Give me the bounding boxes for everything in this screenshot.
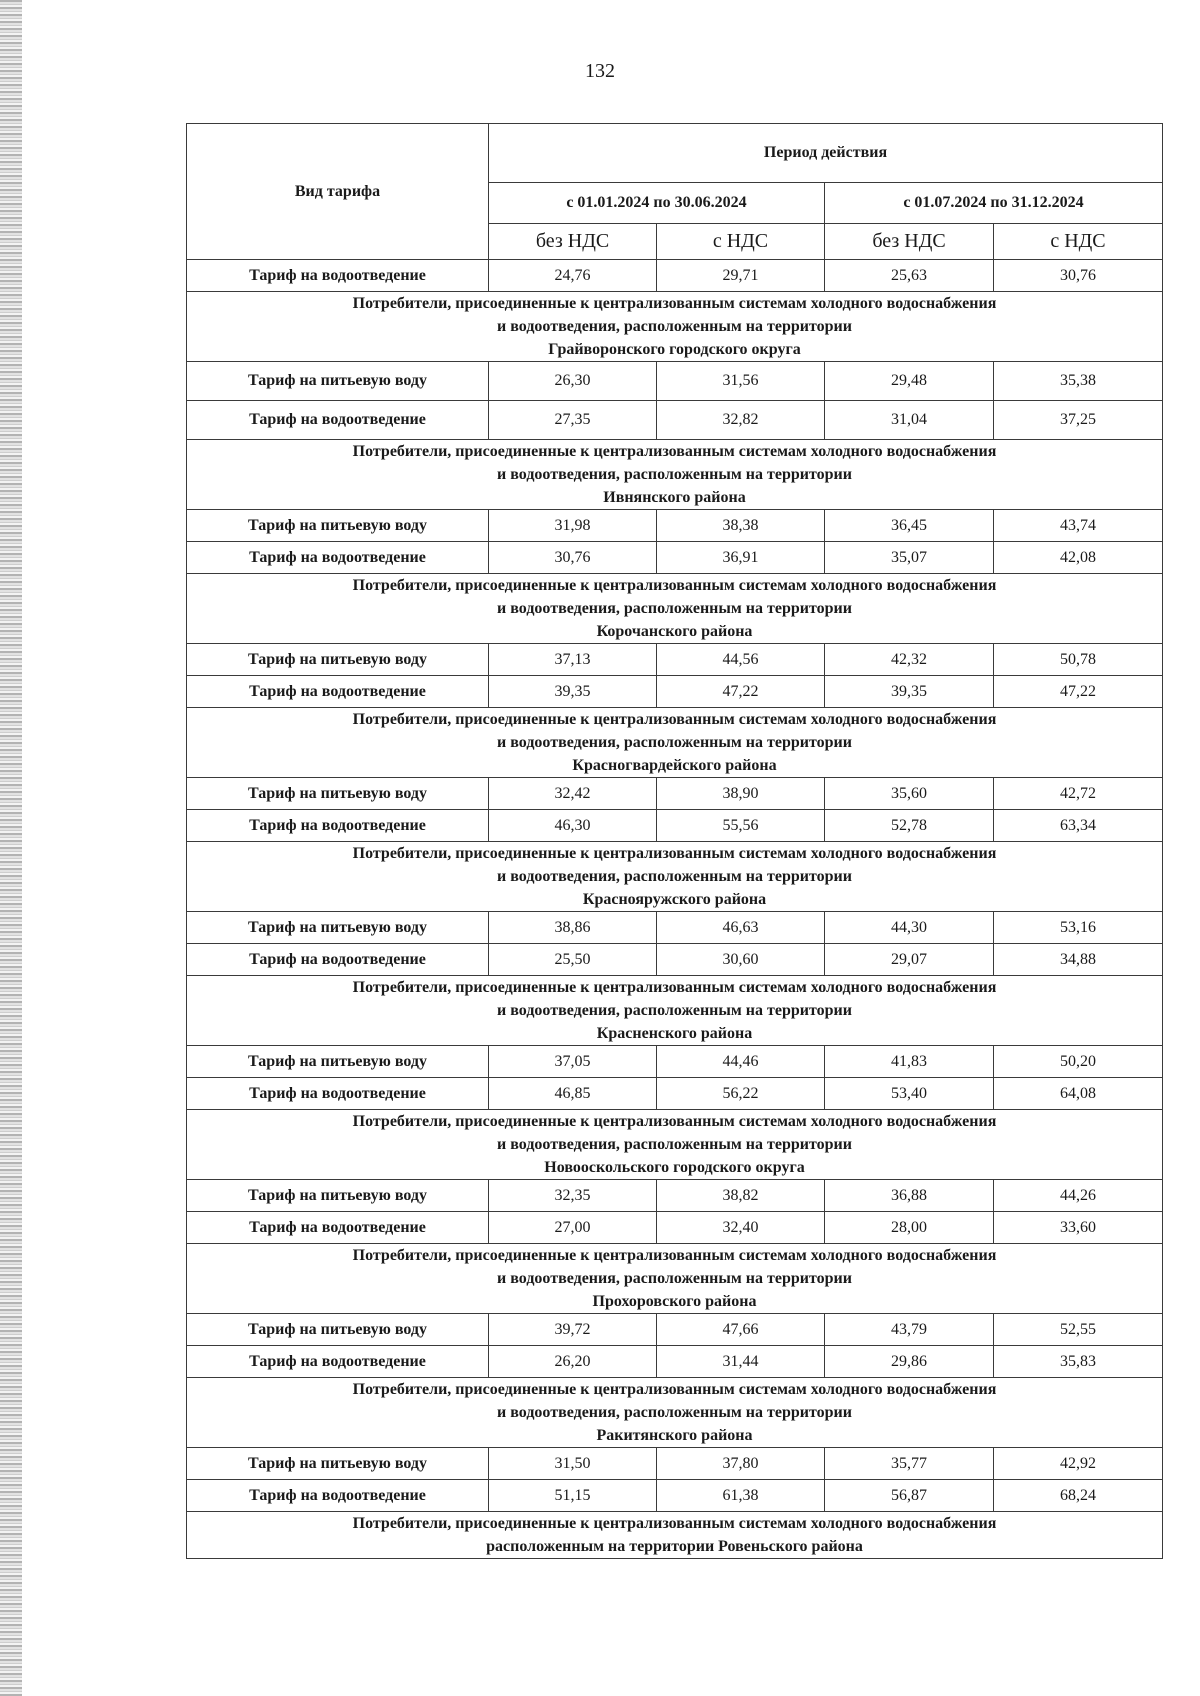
tariff-value: 42,08: [994, 542, 1163, 574]
tariff-label: Тариф на водоотведение: [187, 401, 489, 440]
consumer-section-header: [187, 708, 1163, 778]
tariff-value: 27,00: [489, 1212, 657, 1244]
section-title: [187, 708, 1163, 778]
tariff-value: 26,20: [489, 1346, 657, 1378]
consumer-section-header: [187, 1244, 1163, 1314]
section-title-line: и водоотведения, расположенным на территории: [497, 600, 852, 617]
section-title: [187, 842, 1163, 912]
section-title-line: и водоотведения, расположенным на территории: [497, 734, 852, 751]
tariff-value: 32,42: [489, 778, 657, 810]
section-title-line: Грайворонского городского округа: [548, 341, 801, 358]
consumer-section-header: [187, 1512, 1163, 1559]
section-title-line: и водоотведения, расположенным на территории: [497, 1404, 852, 1421]
period-range-second-half: с 01.07.2024 по 31.12.2024: [825, 183, 1163, 224]
tariff-value: 31,44: [657, 1346, 825, 1378]
tariff-value: 36,45: [825, 510, 994, 542]
consumer-section-header: [187, 976, 1163, 1046]
tariff-value: 36,91: [657, 542, 825, 574]
tariff-label: Тариф на питьевую воду: [187, 1314, 489, 1346]
scan-edge-shadow: [0, 0, 22, 1696]
tariff-value: 53,16: [994, 912, 1163, 944]
consumer-section-header: [187, 292, 1163, 362]
section-title-line: Новооскольского городского округа: [544, 1159, 805, 1176]
tariff-value: 25,63: [825, 260, 994, 292]
tariff-label: Тариф на питьевую воду: [187, 644, 489, 676]
tariff-value: 53,40: [825, 1078, 994, 1110]
tariff-value: 38,38: [657, 510, 825, 542]
section-title-line: Потребители, присоединенные к централизованным системам холодного водоснабжения: [352, 1515, 997, 1532]
tariff-value: 32,82: [657, 401, 825, 440]
table-row: [187, 1314, 1163, 1346]
tariff-value: 52,55: [994, 1314, 1163, 1346]
tariff-value: 64,08: [994, 1078, 1163, 1110]
consumer-section-header: [187, 1378, 1163, 1448]
tariff-label: Тариф на водоотведение: [187, 676, 489, 708]
section-title-line: Потребители, присоединенные к централизованным системам холодного водоснабжения: [352, 1113, 997, 1130]
tariff-value: 42,72: [994, 778, 1163, 810]
tariff-value: 63,34: [994, 810, 1163, 842]
table-row: [187, 644, 1163, 676]
tariff-value: 47,22: [657, 676, 825, 708]
consumer-section-header: [187, 574, 1163, 644]
tariff-value: 37,25: [994, 401, 1163, 440]
tariff-label: Тариф на питьевую воду: [187, 1448, 489, 1480]
section-title-line: Потребители, присоединенные к централизованным системам холодного водоснабжения: [352, 295, 997, 312]
tariff-label: Тариф на водоотведение: [187, 1346, 489, 1378]
tariff-value: 44,30: [825, 912, 994, 944]
tariff-table: [186, 123, 1163, 1559]
tariff-value: 35,83: [994, 1346, 1163, 1378]
section-title-line: Потребители, присоединенные к централизованным системам холодного водоснабжения: [352, 711, 997, 728]
tariff-value: 29,71: [657, 260, 825, 292]
tariff-label: Тариф на водоотведение: [187, 542, 489, 574]
page-number: 132: [585, 60, 615, 82]
tariff-table-body: [187, 260, 1163, 1559]
tariff-value: 35,77: [825, 1448, 994, 1480]
tariff-value: 31,04: [825, 401, 994, 440]
tariff-value: 41,83: [825, 1046, 994, 1078]
tariff-value: 24,76: [489, 260, 657, 292]
section-title: [187, 292, 1163, 362]
table-row: [187, 542, 1163, 574]
tariff-value: 30,76: [489, 542, 657, 574]
tariff-value: 32,40: [657, 1212, 825, 1244]
tariff-label: Тариф на водоотведение: [187, 260, 489, 292]
tariff-value: 27,35: [489, 401, 657, 440]
section-title-line: расположенным на территории Ровеньского района: [486, 1538, 863, 1555]
tariff-value: 47,66: [657, 1314, 825, 1346]
tariff-value: 61,38: [657, 1480, 825, 1512]
section-title-line: и водоотведения, расположенным на территории: [497, 318, 852, 335]
tariff-value: 44,46: [657, 1046, 825, 1078]
section-title-line: и водоотведения, расположенным на территории: [497, 1136, 852, 1153]
tariff-value: 39,35: [489, 676, 657, 708]
consumer-section-header: [187, 842, 1163, 912]
tariff-value: 44,26: [994, 1180, 1163, 1212]
table-row: [187, 260, 1163, 292]
consumer-section-header: [187, 1110, 1163, 1180]
tariff-label: Тариф на водоотведение: [187, 810, 489, 842]
table-row: [187, 810, 1163, 842]
section-title: [187, 574, 1163, 644]
tariff-value: 31,50: [489, 1448, 657, 1480]
tariff-value: 38,82: [657, 1180, 825, 1212]
section-title-line: Красненского района: [596, 1025, 753, 1042]
tariff-value: 43,79: [825, 1314, 994, 1346]
tariff-value: 56,87: [825, 1480, 994, 1512]
tariff-value: 46,85: [489, 1078, 657, 1110]
with-vat-header: с НДС: [994, 224, 1163, 260]
tariff-value: 35,60: [825, 778, 994, 810]
tariff-value: 29,07: [825, 944, 994, 976]
table-row: [187, 676, 1163, 708]
table-row: [187, 1212, 1163, 1244]
tariff-value: 36,88: [825, 1180, 994, 1212]
tariff-label: Тариф на питьевую воду: [187, 912, 489, 944]
tariff-value: 51,15: [489, 1480, 657, 1512]
tariff-value: 33,60: [994, 1212, 1163, 1244]
consumer-section-header: [187, 440, 1163, 510]
tariff-label: Тариф на питьевую воду: [187, 778, 489, 810]
tariff-value: 50,20: [994, 1046, 1163, 1078]
tariff-value: 55,56: [657, 810, 825, 842]
table-row: [187, 1480, 1163, 1512]
section-title-line: и водоотведения, расположенным на территории: [497, 1002, 852, 1019]
section-title-line: Потребители, присоединенные к централизованным системам холодного водоснабжения: [352, 979, 997, 996]
table-row: [187, 944, 1163, 976]
tariff-value: 46,30: [489, 810, 657, 842]
tariff-value: 30,60: [657, 944, 825, 976]
period-header: Период действия: [489, 124, 1163, 183]
section-title: [187, 1244, 1163, 1314]
section-title-line: и водоотведения, расположенным на территории: [497, 466, 852, 483]
period-range-first-half: с 01.01.2024 по 30.06.2024: [489, 183, 825, 224]
tariff-value: 68,24: [994, 1480, 1163, 1512]
table-row: [187, 1046, 1163, 1078]
section-title-line: Потребители, присоединенные к централизованным системам холодного водоснабжения: [352, 845, 997, 862]
tariff-value: 31,56: [657, 362, 825, 401]
tariff-value: 47,22: [994, 676, 1163, 708]
tariff-value: 37,80: [657, 1448, 825, 1480]
section-title: [187, 976, 1163, 1046]
section-title-line: Ракитянского района: [596, 1427, 753, 1444]
tariff-value: 32,35: [489, 1180, 657, 1212]
table-row: [187, 778, 1163, 810]
tariff-value: 43,74: [994, 510, 1163, 542]
table-row: [187, 362, 1163, 401]
tariff-label: Тариф на питьевую воду: [187, 1046, 489, 1078]
tariff-value: 29,86: [825, 1346, 994, 1378]
tariff-value: 38,86: [489, 912, 657, 944]
tariff-value: 38,90: [657, 778, 825, 810]
section-title: [187, 1110, 1163, 1180]
section-title-line: Потребители, присоединенные к централизованным системам холодного водоснабжения: [352, 1247, 997, 1264]
tariff-value: 25,50: [489, 944, 657, 976]
section-title-line: Потребители, присоединенные к централизованным системам холодного водоснабжения: [352, 1381, 997, 1398]
tariff-value: 37,13: [489, 644, 657, 676]
no-vat-header: без НДС: [825, 224, 994, 260]
table-row: [187, 912, 1163, 944]
tariff-value: 28,00: [825, 1212, 994, 1244]
tariff-value: 42,92: [994, 1448, 1163, 1480]
tariff-label: Тариф на питьевую воду: [187, 362, 489, 401]
tariff-value: 30,76: [994, 260, 1163, 292]
tariff-label: Тариф на водоотведение: [187, 944, 489, 976]
section-title: [187, 1512, 1163, 1559]
section-title-line: Потребители, присоединенные к централизованным системам холодного водоснабжения: [352, 443, 997, 460]
tariff-value: 37,05: [489, 1046, 657, 1078]
section-title-line: Красногвардейского района: [572, 757, 777, 774]
with-vat-header: с НДС: [657, 224, 825, 260]
tariff-value: 44,56: [657, 644, 825, 676]
section-title-line: и водоотведения, расположенным на территории: [497, 868, 852, 885]
section-title-line: Краснояружского района: [582, 891, 767, 908]
table-row: [187, 1346, 1163, 1378]
table-row: [187, 510, 1163, 542]
tariff-value: 26,30: [489, 362, 657, 401]
tariff-label: Тариф на питьевую воду: [187, 510, 489, 542]
tariff-value: 42,32: [825, 644, 994, 676]
table-row: [187, 401, 1163, 440]
tariff-value: 56,22: [657, 1078, 825, 1110]
tariff-value: 29,48: [825, 362, 994, 401]
section-title-line: и водоотведения, расположенным на территории: [497, 1270, 852, 1287]
tariff-value: 39,72: [489, 1314, 657, 1346]
tariff-label: Тариф на питьевую воду: [187, 1180, 489, 1212]
tariff-value: 39,35: [825, 676, 994, 708]
tariff-value: 46,63: [657, 912, 825, 944]
section-title-line: Потребители, присоединенные к централизованным системам холодного водоснабжения: [352, 577, 997, 594]
section-title-line: Корочанского района: [596, 623, 753, 640]
section-title-line: Ивнянского района: [603, 489, 746, 506]
tariff-label: Тариф на водоотведение: [187, 1078, 489, 1110]
tariff-value: 50,78: [994, 644, 1163, 676]
table-row: [187, 1448, 1163, 1480]
tariff-label: Тариф на водоотведение: [187, 1480, 489, 1512]
section-title: [187, 1378, 1163, 1448]
table-row: [187, 1078, 1163, 1110]
tariff-kind-header: Вид тарифа: [187, 124, 489, 260]
tariff-label: Тариф на водоотведение: [187, 1212, 489, 1244]
tariff-value: 31,98: [489, 510, 657, 542]
tariff-value: 52,78: [825, 810, 994, 842]
section-title-line: Прохоровского района: [592, 1293, 757, 1310]
tariff-value: 35,07: [825, 542, 994, 574]
tariff-value: 35,38: [994, 362, 1163, 401]
tariff-value: 34,88: [994, 944, 1163, 976]
table-row: [187, 1180, 1163, 1212]
section-title: [187, 440, 1163, 510]
no-vat-header: без НДС: [489, 224, 657, 260]
